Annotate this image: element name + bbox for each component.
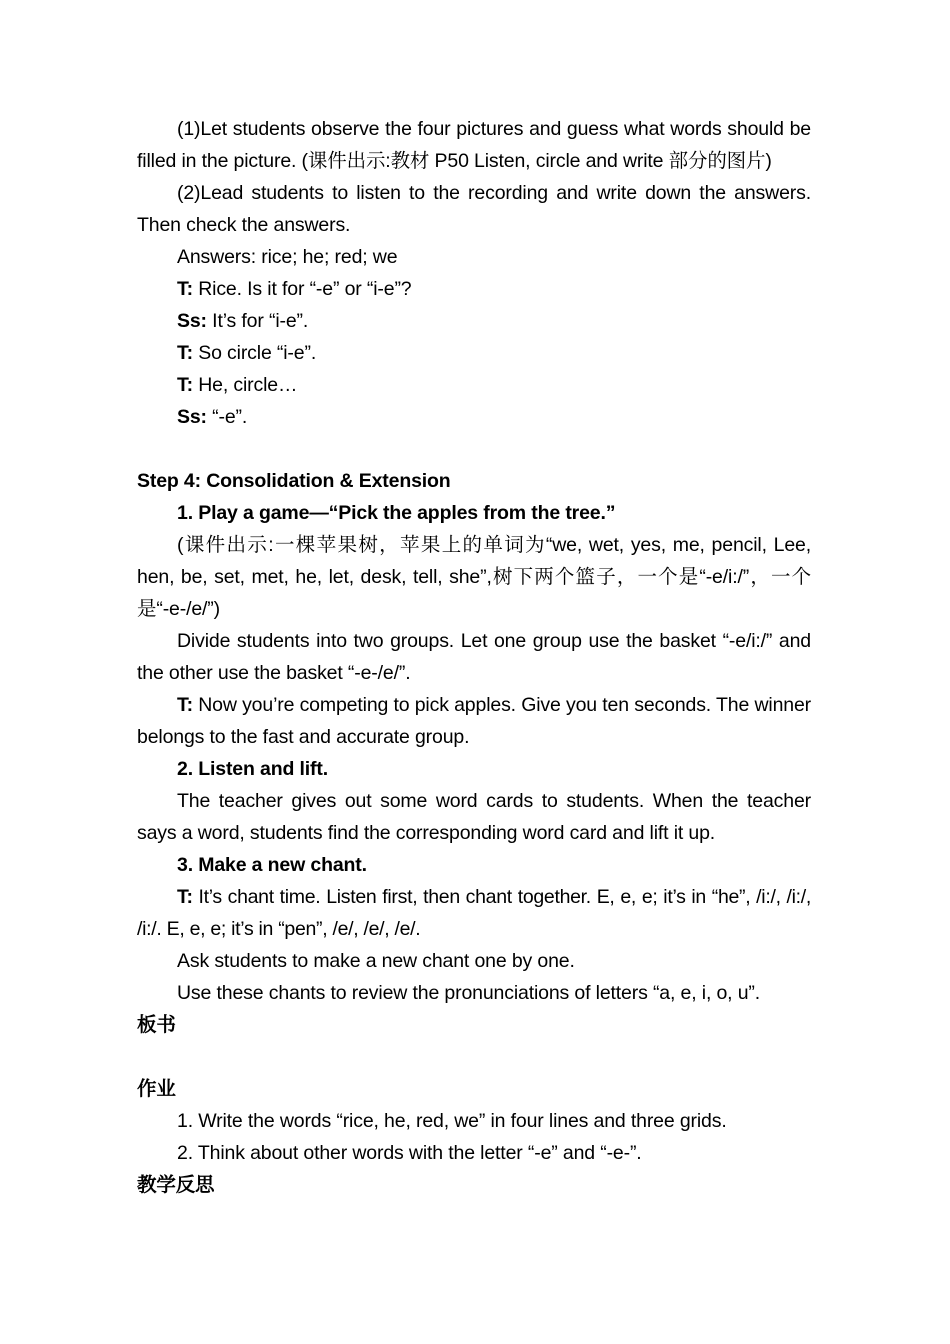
paragraph-lead-students-listen: (2)Lead students to listen to the recording and write down the answers. Then check the answers. bbox=[137, 182, 811, 236]
dialogue-text: Rice. Is it for “-e” or “i-e”? bbox=[192, 278, 412, 300]
paragraph-chant-time bbox=[137, 881, 811, 945]
paragraph-word-cards: The teacher gives out some word cards to students. When the teacher says a word, students find the corresponding word card and lift it up. bbox=[137, 790, 811, 844]
homework-item-1: 1. Write the words “rice, he, red, we” in four lines and three grids. bbox=[177, 1110, 727, 1132]
spacer-before-step4 bbox=[137, 433, 811, 465]
dialogue-speaker: Ss: bbox=[177, 406, 207, 428]
dialogue-line-3 bbox=[137, 337, 811, 369]
heading-activity-3: 3. Make a new chant. bbox=[177, 854, 367, 876]
dialogue-line-4 bbox=[137, 369, 811, 401]
document-body bbox=[137, 113, 811, 1201]
heading-homework: 作业 bbox=[137, 1077, 176, 1100]
dialogue-text: “-e”. bbox=[206, 406, 248, 428]
paragraph-teacher-competing bbox=[137, 689, 811, 753]
heading-activity-1: 1. Play a game—“Pick the apples from the tree.” bbox=[177, 502, 616, 524]
heading-step-4: Step 4: Consolidation & Extension bbox=[137, 470, 451, 492]
dialogue-line-2 bbox=[137, 305, 811, 337]
spacer-blackboard-area bbox=[137, 1041, 811, 1073]
dialogue-text: So circle “i-e”. bbox=[192, 342, 317, 364]
dialogue-speaker: Ss: bbox=[177, 310, 207, 332]
dialogue-speaker: T: bbox=[177, 278, 193, 300]
heading-blackboard: 板书 bbox=[137, 1013, 176, 1036]
heading-activity-2: 2. Listen and lift. bbox=[177, 758, 328, 780]
dialogue-text: He, circle… bbox=[192, 374, 298, 396]
homework-item-2: 2. Think about other words with the letter “-e” and “-e-”. bbox=[177, 1142, 642, 1164]
dialogue-text: It’s chant time. Listen first, then chant together. E, e, e; it’s in “he”, /i:/, /i:/, /i:/. E, e, e; it’s in “pen”, /e/, /e/, /e/. bbox=[137, 886, 811, 940]
dialogue-text: It’s for “i-e”. bbox=[206, 310, 309, 332]
paragraph-let-students-observe: (1)Let students observe the four pictures and guess what words should be filled in the picture. (课件出示:教材 P50 Listen, circle and write 部分的图片) bbox=[137, 118, 811, 172]
paragraph-divide-students: Divide students into two groups. Let one group use the basket “-e/i:/” and the other use the basket “-e-/e/”. bbox=[137, 630, 811, 684]
dialogue-speaker: T: bbox=[177, 342, 193, 364]
answers-line: Answers: rice; he; red; we bbox=[177, 246, 398, 268]
heading-teaching-reflection: 教学反思 bbox=[137, 1173, 215, 1196]
paragraph-make-new-chant: Ask students to make a new chant one by one. bbox=[177, 950, 575, 972]
note-activity-1-courseware: (课件出示:一棵苹果树，苹果上的单词为“we, wet, yes, me, pencil, Lee, hen, be, set, met, he, let, desk, tell, she”,树下两个篮子，一个是“-e/i:/”，一个是“-e-/e/”) bbox=[137, 534, 811, 620]
dialogue-speaker: T: bbox=[177, 886, 193, 908]
dialogue-speaker: T: bbox=[177, 374, 193, 396]
dialogue-line-1 bbox=[137, 273, 811, 305]
paragraph-review-pronunciations: Use these chants to review the pronunciations of letters “a, e, i, o, u”. bbox=[177, 982, 761, 1004]
dialogue-speaker: T: bbox=[177, 694, 193, 716]
dialogue-text: Now you’re competing to pick apples. Give you ten seconds. The winner belongs to the fast and accurate group. bbox=[137, 694, 811, 748]
dialogue-line-5 bbox=[137, 401, 811, 433]
